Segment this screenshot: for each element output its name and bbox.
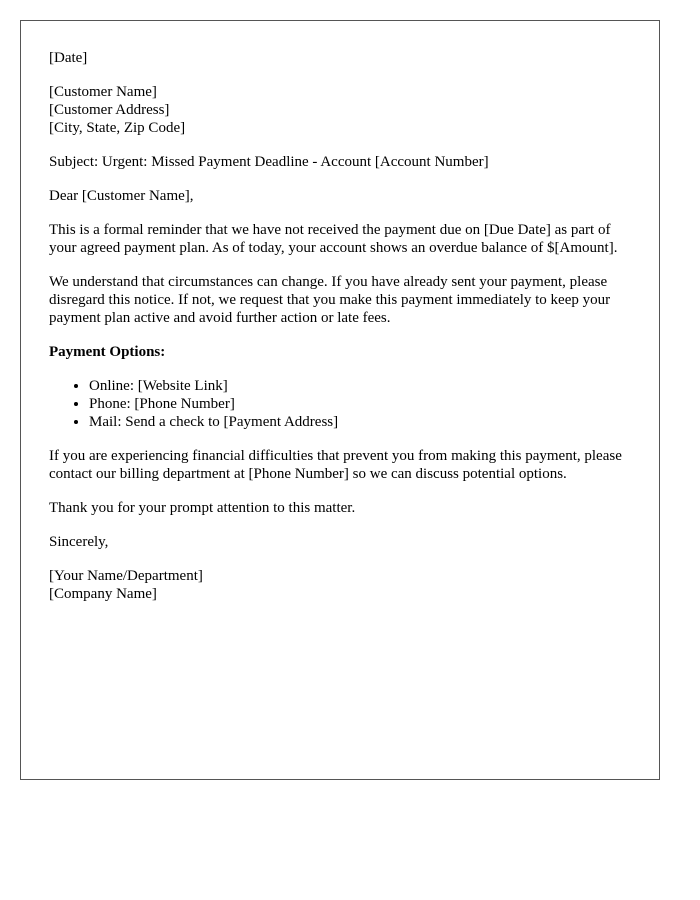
signature-block [49, 567, 631, 603]
body-paragraph-thanks: Thank you for your prompt attention to this matter. [49, 500, 356, 516]
body-paragraph-difficulties: If you are experiencing financial difficulties that prevent you from making this payment, please contact our billing department at [Phone Number] so we can discuss potential options. [49, 448, 622, 482]
letter-date: [Date] [49, 50, 88, 66]
recipient-city-line: [City, State, Zip Code] [49, 120, 186, 136]
body-paragraph-reminder: This is a formal reminder that we have not received the payment due on [Due Date] as part of your agreed payment plan. As of today, your account shows an overdue balance of $[Amount]. [49, 222, 618, 256]
payment-options-heading: Payment Options: [49, 344, 166, 360]
payment-option-online: • Online: [Website Link] [89, 377, 631, 395]
payment-option-mail: • Mail: Send a check to [Payment Address] [89, 413, 631, 431]
payment-option-phone: • Phone: [Phone Number] [89, 395, 631, 413]
letter-salutation: Dear [Customer Name], [49, 188, 194, 204]
recipient-address: [Customer Address] [49, 102, 170, 118]
recipient-name: [Customer Name] [49, 84, 157, 100]
letter-subject: Subject: Urgent: Missed Payment Deadline - Account [Account Number] [49, 154, 489, 170]
recipient-block [49, 83, 631, 137]
letter-closing: Sincerely, [49, 534, 109, 550]
letter-page [20, 20, 660, 780]
body-paragraph-circumstances: We understand that circumstances can change. If you have already sent your payment, please disregard this notice. If not, we request that you make this payment immediately to keep your payment plan active and avoid further action or late fees. [49, 274, 611, 326]
signature-name: [Your Name/Department] [49, 568, 203, 584]
payment-options-list [49, 377, 631, 431]
signature-company: [Company Name] [49, 586, 157, 602]
